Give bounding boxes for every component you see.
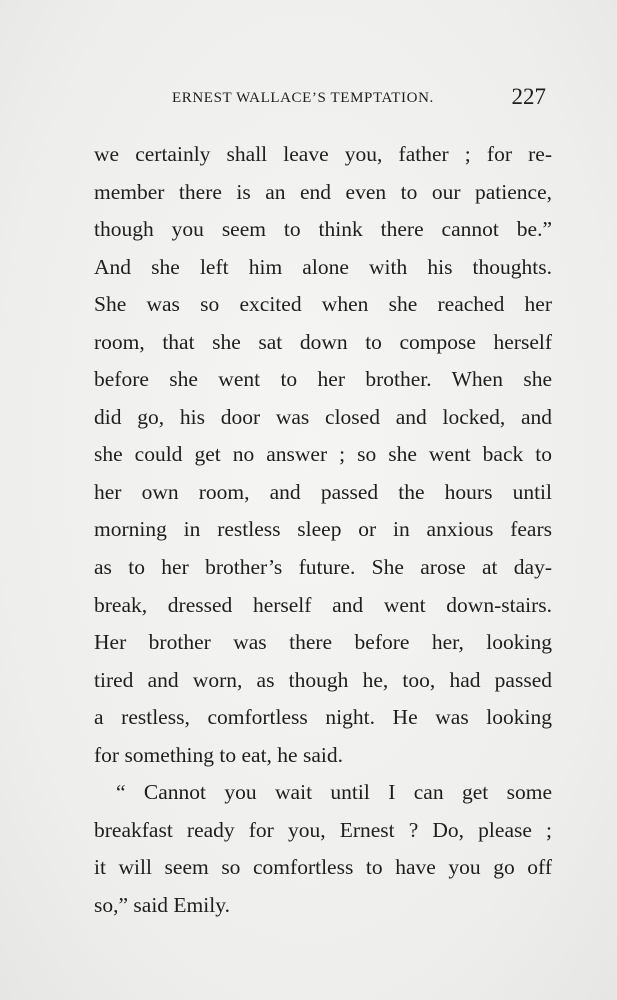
text-line: before she went to her brother. When she <box>94 367 552 392</box>
text-line: a restless, comfortless night. He was looking <box>94 705 552 730</box>
text-line: room, that she sat down to compose herself <box>94 329 552 354</box>
running-title: ERNEST WALLACE’S TEMPTATION. <box>172 90 434 106</box>
text-line: And she left him alone with his thoughts. <box>94 254 552 279</box>
text-line: her own room, and passed the hours until <box>94 479 552 504</box>
text-line: so,” said Emily. <box>94 892 230 917</box>
text-line: we certainly shall leave you, father ; for re- <box>94 142 552 166</box>
text-line: She was so excited when she reached her <box>94 292 552 317</box>
text-line: breakfast ready for you, Ernest ? Do, please ; <box>94 817 552 842</box>
text-line: Her brother was there before her, looking <box>94 630 552 655</box>
text-line: it will seem so comfortless to have you go off <box>94 855 552 880</box>
page-number: 227 <box>511 84 546 109</box>
text-line: member there is an end even to our patience, <box>94 179 552 204</box>
text-line: morning in restless sleep or in anxious fears <box>94 517 552 542</box>
text-line: as to her brother’s future. She arose at day- <box>94 555 552 580</box>
text-line: “ Cannot you wait until I can get some <box>116 780 552 805</box>
text-line: did go, his door was closed and locked, and <box>94 404 552 429</box>
text-line: for something to eat, he said. <box>94 742 343 767</box>
body-text <box>94 136 552 924</box>
text-line: though you seem to think there cannot be.” <box>94 217 552 242</box>
running-head <box>172 84 546 114</box>
text-line: tired and worn, as though he, too, had passed <box>94 667 552 692</box>
text-line: break, dressed herself and went down-stairs. <box>94 592 552 617</box>
text-line: she could get no answer ; so she went back to <box>94 442 552 467</box>
